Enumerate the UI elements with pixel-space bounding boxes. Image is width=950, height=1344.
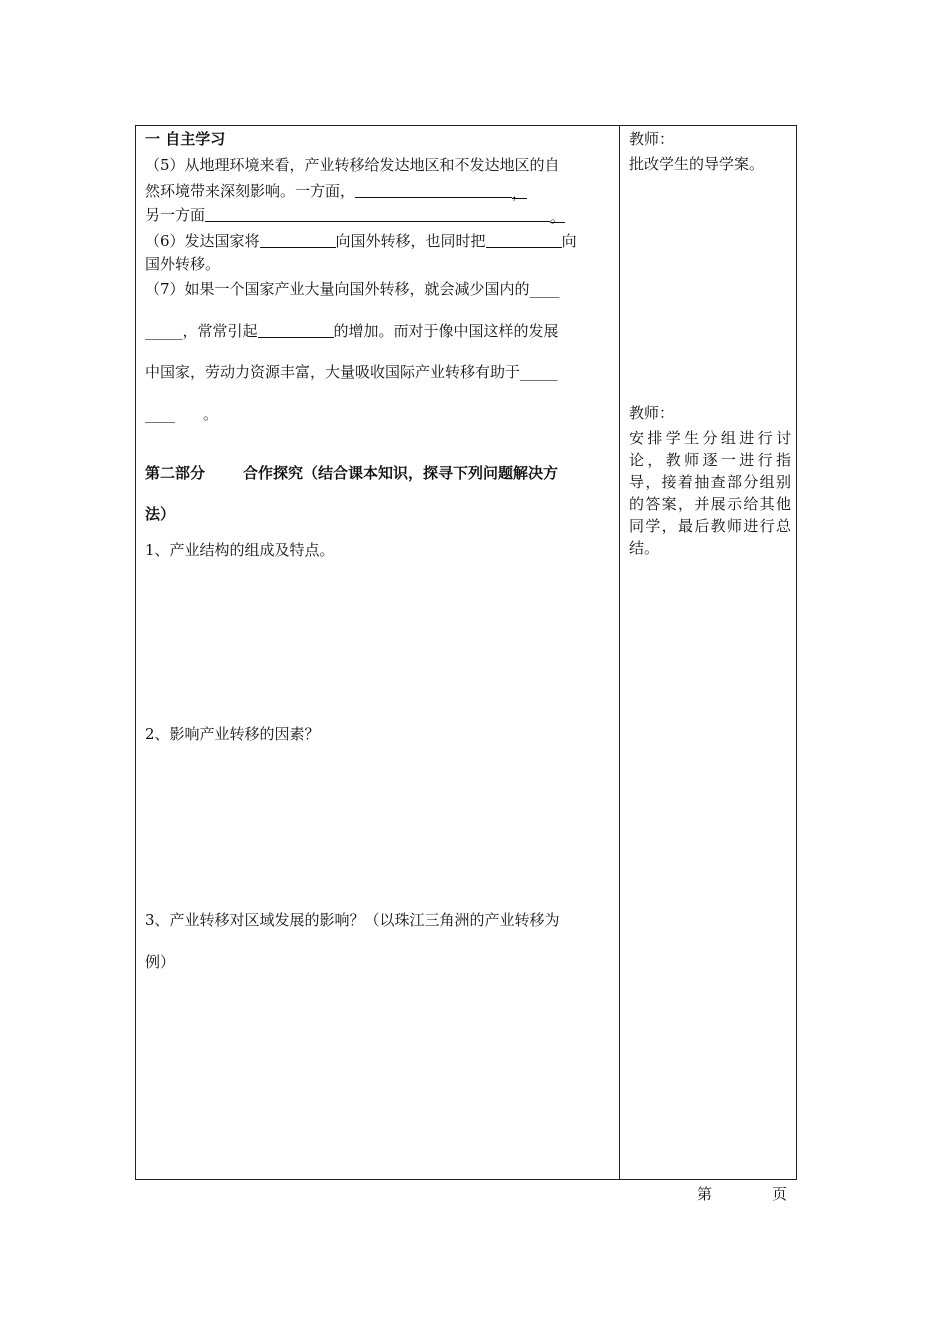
column-divider bbox=[619, 125, 620, 1180]
q6-blank-2[interactable] bbox=[486, 232, 562, 248]
footer-ye: 页 bbox=[772, 1185, 788, 1203]
q5-line2 bbox=[145, 181, 527, 201]
question-3-line2: 例） bbox=[145, 953, 176, 971]
q7-text-2: ，常常引起 bbox=[182, 322, 258, 340]
question-2: 2、影响产业转移的因素？ bbox=[145, 725, 320, 743]
q5-blank-1[interactable] bbox=[355, 182, 512, 198]
part2-heading-c: 法） bbox=[145, 505, 176, 523]
q6-text-3: 向 bbox=[561, 232, 577, 250]
q5-line2-punct: ， bbox=[512, 184, 528, 202]
teacher-note-1-label: 教师： bbox=[629, 130, 675, 148]
q7-text-5: 。 bbox=[203, 405, 219, 423]
part2-heading-a: 第二部分 bbox=[145, 464, 206, 482]
teacher-note-1-text: 批改学生的导学案。 bbox=[629, 155, 765, 173]
q7-text-1: （7）如果一个国家产业大量向国外转移，就会减少国内的 bbox=[145, 280, 530, 298]
q7-text-3: 的增加。而对于像中国这样的发展 bbox=[333, 322, 559, 340]
q7-line2 bbox=[145, 321, 559, 341]
q7-blank-3[interactable]: _____ bbox=[520, 363, 558, 381]
footer-di: 第 bbox=[697, 1185, 713, 1203]
q7-blank-2[interactable] bbox=[258, 322, 334, 338]
question-3-line1: 3、产业转移对区域发展的影响？（以珠江三角洲的产业转移为 bbox=[145, 911, 560, 929]
part2-heading bbox=[145, 463, 558, 483]
q7-line3 bbox=[145, 362, 558, 382]
q5-line3-text: 另一方面 bbox=[145, 206, 206, 224]
teacher-note-2-label: 教师： bbox=[629, 404, 675, 422]
q7-blank-1b[interactable]: _____ bbox=[145, 322, 183, 340]
part2-heading-b: 合作探究（结合课本知识，探寻下列问题解决方 bbox=[243, 464, 559, 482]
q6-blank-1[interactable] bbox=[260, 232, 336, 248]
q5-blank-2[interactable] bbox=[205, 206, 550, 222]
q7-blank-1[interactable]: ____ bbox=[529, 280, 560, 298]
q6-line1 bbox=[145, 231, 577, 251]
section1-title: 一 自主学习 bbox=[145, 130, 226, 148]
q5-line1: （5）从地理环境来看，产业转移给发达地区和不发达地区的自 bbox=[145, 156, 560, 174]
q6-line2: 国外转移。 bbox=[145, 255, 221, 273]
q6-text-1: （6）发达国家将 bbox=[145, 232, 260, 250]
q5-line3 bbox=[145, 205, 565, 225]
q6-text-2: 向国外转移，也同时把 bbox=[335, 232, 486, 250]
q5-line3-punct: 。 bbox=[550, 208, 566, 226]
q5-line2-text: 然环境带来深刻影响。一方面， bbox=[145, 182, 356, 200]
question-1: 1、产业结构的组成及特点。 bbox=[145, 541, 335, 559]
q7-line1 bbox=[145, 279, 560, 299]
q7-text-4: 中国家，劳动力资源丰富，大量吸收国际产业转移有助于 bbox=[145, 363, 521, 381]
teacher-note-2-text: 安排学生分组进行讨论，教师逐一进行指导，接着抽查部分组别的答案，并展示给其他同学，最后教师进行总结。 bbox=[629, 429, 791, 557]
q7-line4 bbox=[145, 404, 218, 424]
q7-blank-3b[interactable]: ____ bbox=[145, 405, 175, 423]
